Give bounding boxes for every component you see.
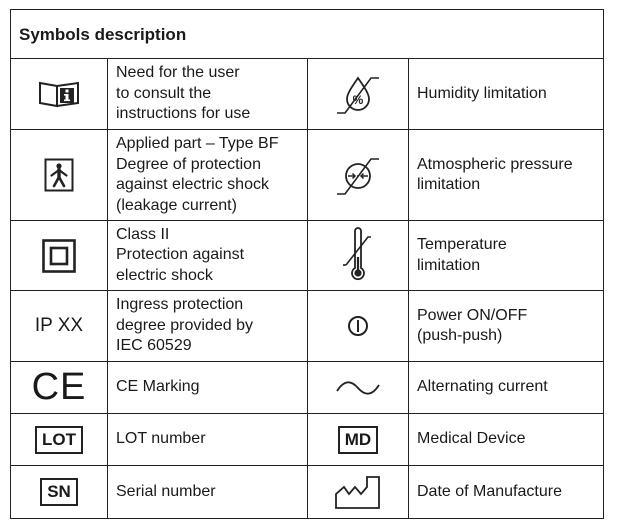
svg-text:%: % [352,93,364,107]
symbol-cell [308,130,409,220]
symbol-description: Date of Manufacture [417,482,562,500]
atmospheric-pressure-icon [333,151,383,199]
symbol-cell [308,414,409,465]
class-ii-icon [42,239,76,273]
table-row [11,130,603,221]
symbol-description: Temperature limitation [417,236,507,274]
symbol-description: Power ON/OFF (push-push) [417,306,528,344]
symbol-cell [308,221,409,290]
symbol-cell [11,466,108,518]
symbol-cell [308,291,409,361]
symbol-description: Class II Protection against electric shock [108,221,308,290]
symbol-cell [11,59,108,129]
symbol-description: LOT number [108,414,308,465]
symbol-description: Medical Device [417,430,526,448]
power-on-off-icon [346,314,370,338]
symbol-cell [11,414,108,465]
symbol-description: Humidity limitation [417,84,547,102]
symbol-description: Serial number [108,466,308,518]
symbol-description: Ingress protection degree provided by IEC 60529 [108,291,308,361]
ce-marking-logo: CE [31,366,87,408]
table-row [11,414,603,466]
table-row [11,291,603,362]
symbol-description: Need for the user to consult the instructions for use [108,59,308,129]
symbol-description: Alternating current [417,378,548,396]
table-row [11,221,603,291]
lot-label: LOT [35,426,83,454]
symbol-cell [308,466,409,518]
table-title: Symbols description [11,10,603,59]
consult-instructions-icon [37,79,81,109]
symbol-cell [11,221,108,290]
humidity-limitation-icon [333,70,383,118]
symbol-cell [308,59,409,129]
type-bf-applied-part-icon [44,158,74,192]
table-row [11,362,603,414]
ip-rating-label: IP XX [34,315,84,336]
symbol-description: CE Marking [108,362,308,413]
table-body [11,59,603,518]
symbol-cell [11,291,108,361]
symbol-cell [11,130,108,220]
temperature-limitation-icon [338,227,378,285]
alternating-current-icon [334,378,382,398]
table-row [11,59,603,130]
table-row [11,466,603,518]
symbols-table [10,9,604,519]
symbol-cell [308,362,409,413]
symbol-cell [11,362,108,413]
medical-device-label: MD [338,426,378,454]
symbol-description: Applied part – Type BF Degree of protection against electric shock (leakage current) [108,130,308,220]
serial-number-label: SN [40,478,78,506]
symbol-description: Atmospheric pressure limitation [417,155,573,193]
date-of-manufacture-icon [333,474,383,510]
